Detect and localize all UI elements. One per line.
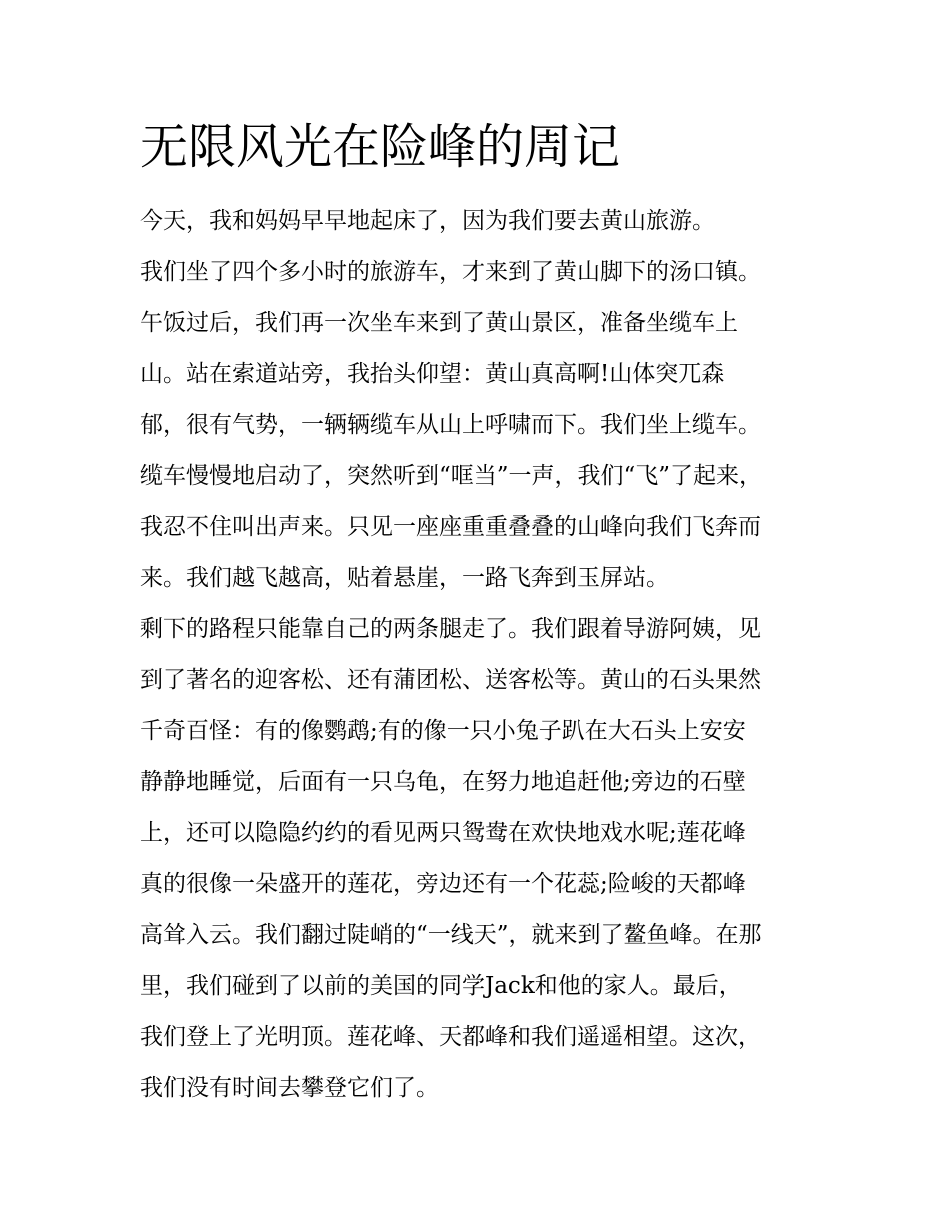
text-line: 上，还可以隐隐约约的看见两只鸳鸯在欢快地戏水呢;莲花峰 [140, 820, 746, 846]
text-line: 里，我们碰到了以前的美国的同学Jack和他的家人。最后， [140, 973, 742, 999]
text-line: 午饭过后，我们再一次坐车来到了黄山景区，准备坐缆车上 [140, 310, 738, 336]
text-line: 千奇百怪：有的像鹦鹉;有的像一只小兔子趴在大石头上安安 [140, 718, 746, 744]
text-line: 真的很像一朵盛开的莲花，旁边还有一个花蕊;险峻的天都峰 [140, 871, 746, 897]
text-line: 高耸入云。我们翻过陡峭的“一线天”，就来到了鳌鱼峰。在那 [140, 922, 762, 948]
text-line: 静静地睡觉，后面有一只乌龟，在努力地追赶他;旁边的石壁 [140, 769, 746, 795]
text-line: 今天，我和妈妈早早地起床了，因为我们要去黄山旅游。 [140, 208, 715, 234]
text-line: 来。我们越飞越高，贴着悬崖，一路飞奔到玉屏站。 [140, 565, 669, 591]
text-line: 我忍不住叫出声来。只见一座座重重叠叠的山峰向我们飞奔而 [140, 514, 761, 540]
text-line: 郁，很有气势，一辆辆缆车从山上呼啸而下。我们坐上缆车。 [140, 412, 761, 438]
text-line: 到了著名的迎客松、还有蒲团松、送客松等。黄山的石头果然 [140, 667, 761, 693]
document-body [140, 196, 840, 1114]
document-title: 无限风光在险峰的周记 [140, 119, 621, 175]
text-line: 我们坐了四个多小时的旅游车，才来到了黄山脚下的汤口镇。 [140, 259, 761, 285]
text-line: 剩下的路程只能靠自己的两条腿走了。我们跟着导游阿姨，见 [140, 616, 761, 642]
text-line: 山。站在索道站旁，我抬头仰望：黄山真高啊!山体突兀森 [140, 361, 725, 387]
text-line: 我们没有时间去攀登它们了。 [140, 1075, 439, 1101]
text-line: 缆车慢慢地启动了，突然听到“哐当”一声，我们“飞”了起来， [140, 463, 763, 489]
text-line: 我们登上了光明顶。莲花峰、天都峰和我们遥遥相望。这次， [140, 1024, 761, 1050]
